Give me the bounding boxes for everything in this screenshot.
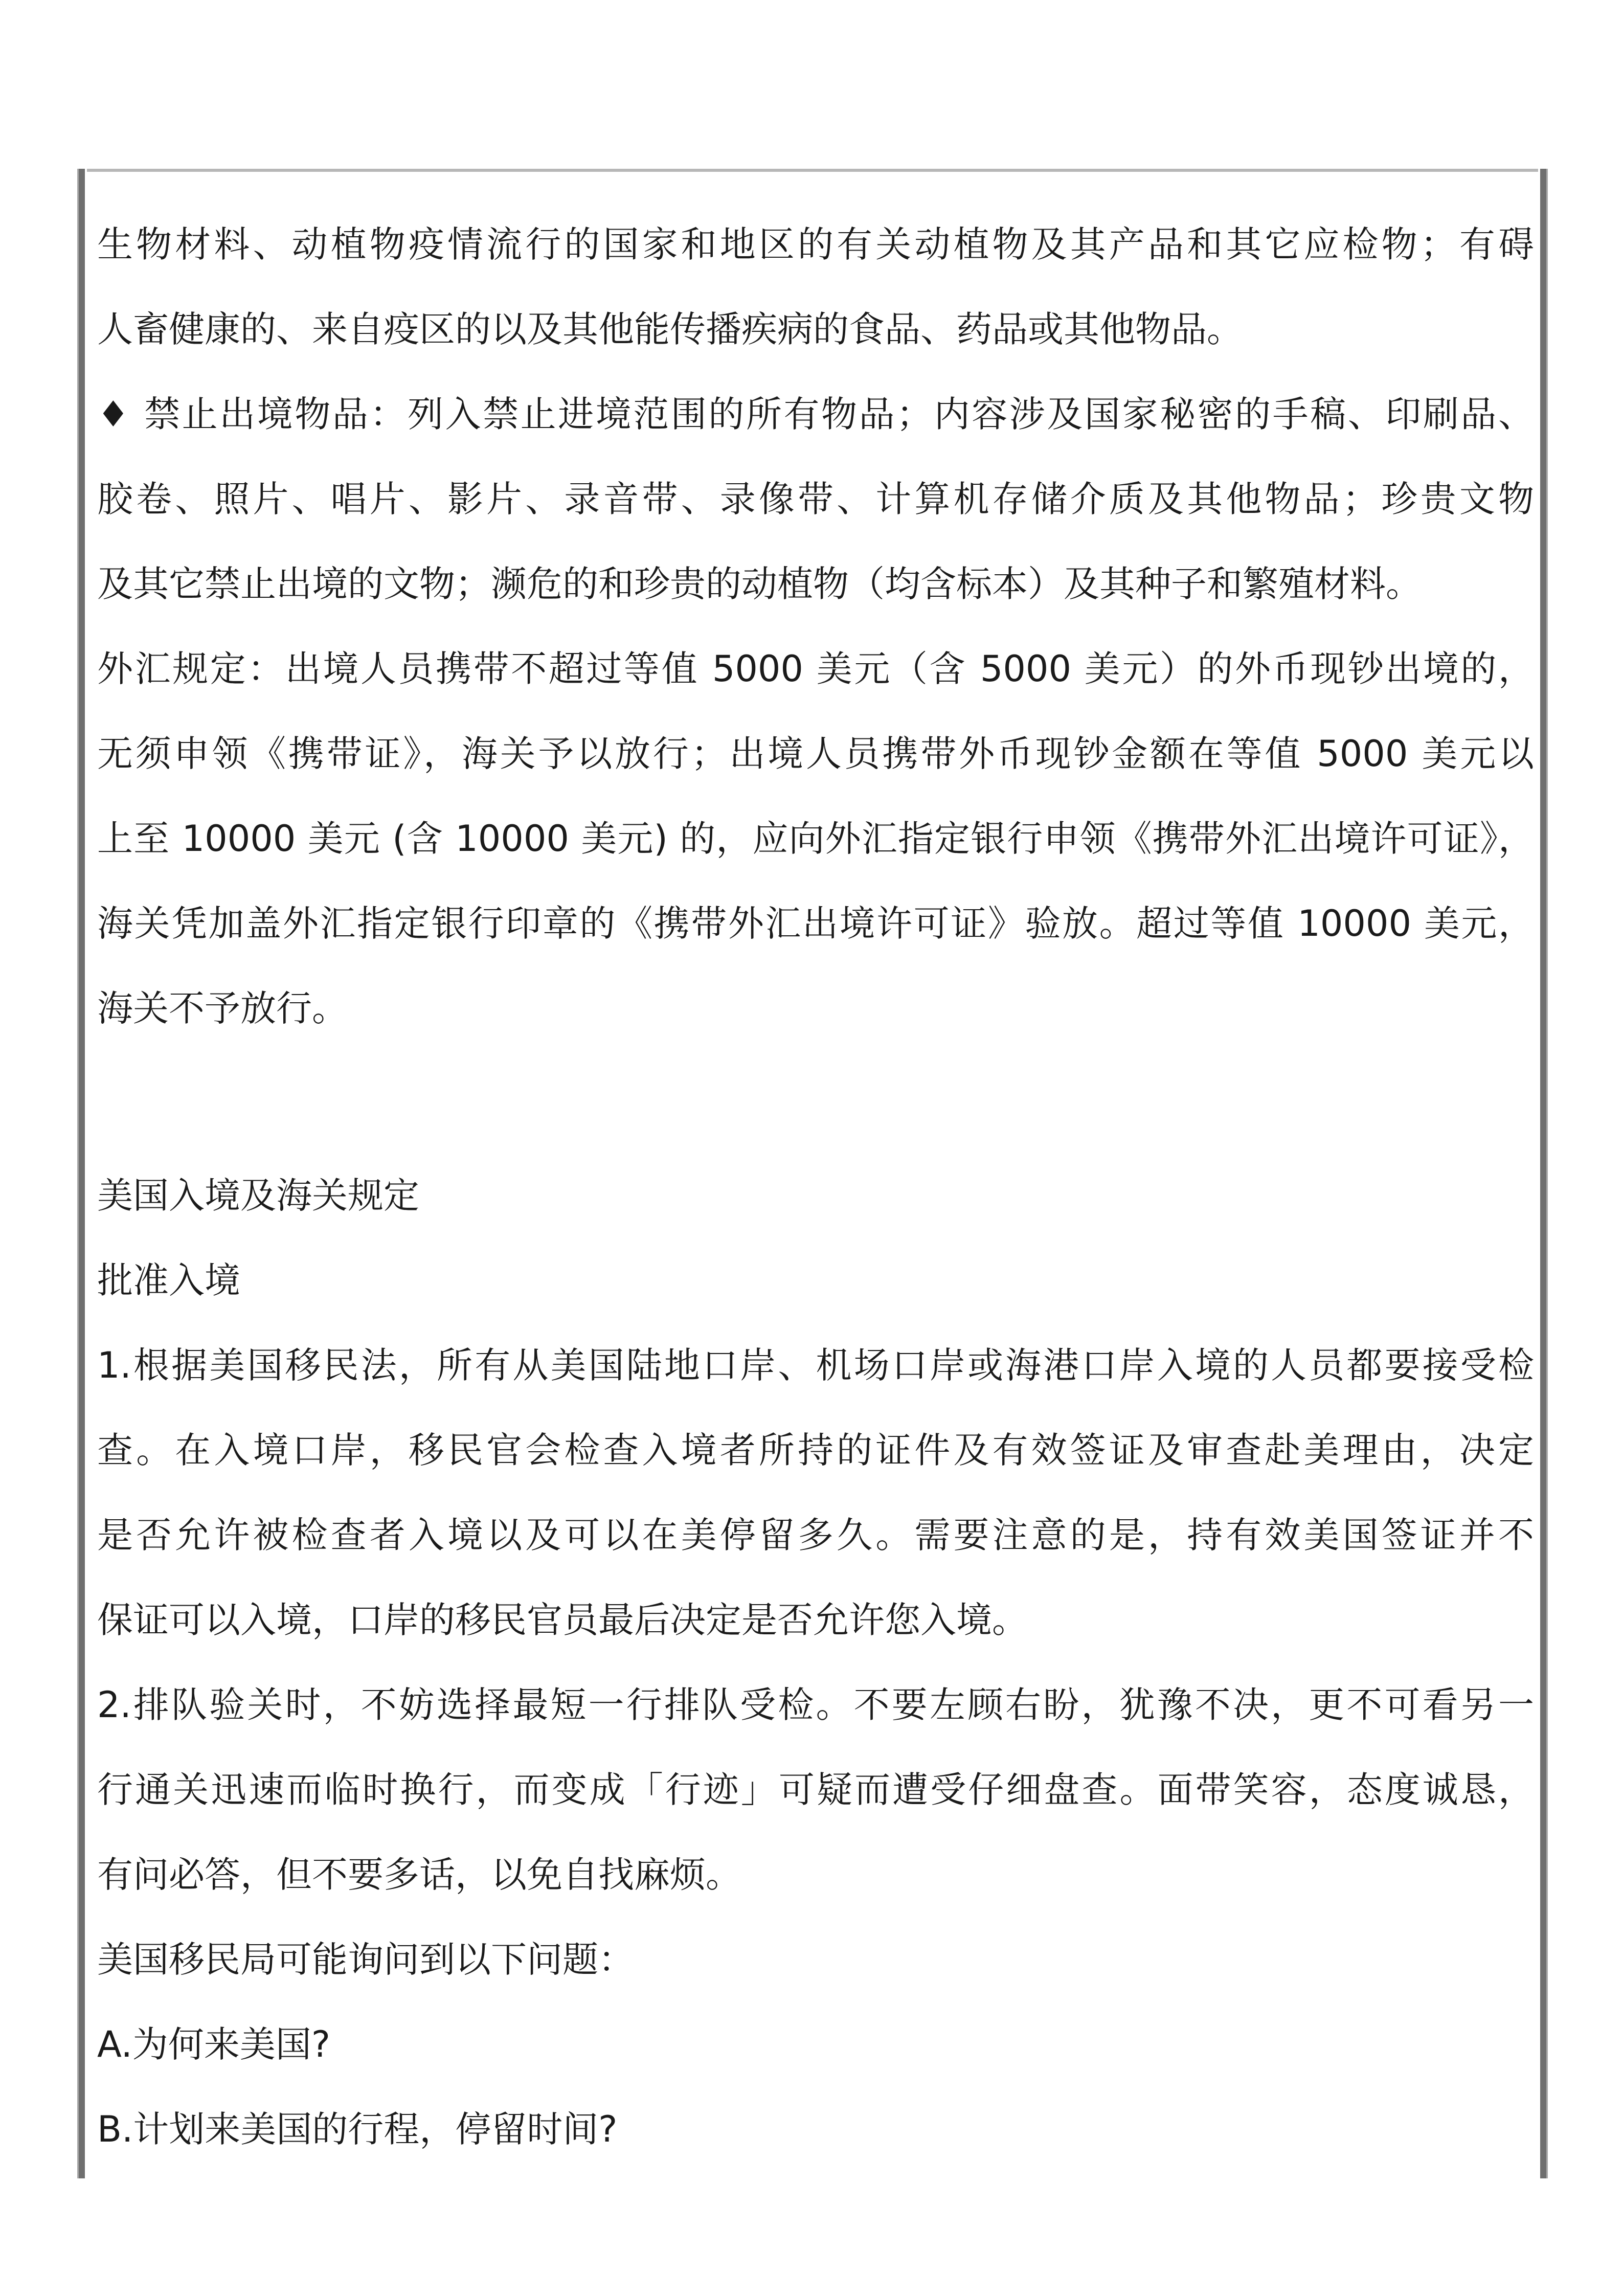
paragraph-spacer bbox=[97, 1051, 1534, 1153]
text-line: 外汇规定：出境人员携带不超过等值 5000 美元（含 5000 美元）的外币现钞出境的， bbox=[97, 648, 1534, 690]
text-line: 保证可以入境，口岸的移民官员最后决定是否允许您入境。 bbox=[97, 1599, 1028, 1641]
text-line: 及其它禁止出境的文物；濒危的和珍贵的动植物（均含标本）及其种子和繁殖材料。 bbox=[97, 563, 1422, 605]
text-line: 胶卷、照片、唱片、影片、录音带、录像带、计算机存储介质及其他物品；珍贵文物 bbox=[97, 478, 1534, 520]
document-body bbox=[97, 202, 1534, 2172]
prohibited-exit-paragraph bbox=[97, 372, 1534, 626]
text-line: 行通关迅速而临时换行，而变成「行迹」可疑而遭受仔细盘查。面带笑容，态度诚恳， bbox=[97, 1769, 1534, 1811]
section-title: 美国入境及海关规定 bbox=[97, 1175, 419, 1217]
text-line: 上至 10000 美元 (含 10000 美元) 的，应向外汇指定银行申领《携带外汇出境许可证》， bbox=[97, 818, 1534, 860]
text-line: 2.排队验关时，不妨选择最短一行排队受检。不要左顾右盼，犹豫不决，更不可看另一 bbox=[97, 1684, 1534, 1726]
text-line: 1.根据美国移民法，所有从美国陆地口岸、机场口岸或海港口岸入境的人员都要接受检 bbox=[97, 1344, 1534, 1386]
text-line: 人畜健康的、来自疫区的以及其他能传播疾病的食品、药品或其他物品。 bbox=[97, 308, 1243, 350]
frame-top-rule bbox=[77, 169, 1548, 172]
text-line: 无须申领《携带证》，海关予以放行；出境人员携带外币现钞金额在等值 5000 美元以 bbox=[97, 733, 1534, 775]
text-line: 查。在入境口岸，移民官会检查入境者所持的证件及有效签证及审查赴美理由，决定 bbox=[97, 1429, 1534, 1471]
foreign-exchange-paragraph bbox=[97, 626, 1534, 1051]
text-line: 海关不予放行。 bbox=[97, 987, 348, 1029]
text-line: ♦ 禁止出境物品：列入禁止进境范围的所有物品；内容涉及国家秘密的手稿、印刷品、 bbox=[97, 393, 1534, 435]
us-entry-item-2 bbox=[97, 1662, 1534, 1917]
frame-right-rule bbox=[1538, 169, 1548, 2178]
text-line: 生物材料、动植物疫情流行的国家和地区的有关动植物及其产品和其它应检物；有碍 bbox=[97, 223, 1534, 265]
text-line: 是否允许被检查者入境以及可以在美停留多久。需要注意的是，持有效美国签证并不 bbox=[97, 1514, 1534, 1556]
us-entry-item-1 bbox=[97, 1323, 1534, 1662]
prohibited-entry-paragraph bbox=[97, 202, 1534, 372]
frame-left-rule bbox=[77, 169, 87, 2178]
question-item: A.为何来美国? bbox=[97, 2023, 331, 2065]
questions-intro: 美国移民局可能询问到以下问题： bbox=[97, 1939, 634, 1980]
section-subtitle: 批准入境 bbox=[97, 1259, 240, 1301]
question-item: B.计划来美国的行程，停留时间? bbox=[97, 2108, 618, 2150]
text-line: 有问必答，但不要多话，以免自找麻烦。 bbox=[97, 1854, 741, 1896]
text-line: 海关凭加盖外汇指定银行印章的《携带外汇出境许可证》验放。超过等值 10000 美元， bbox=[97, 903, 1534, 944]
